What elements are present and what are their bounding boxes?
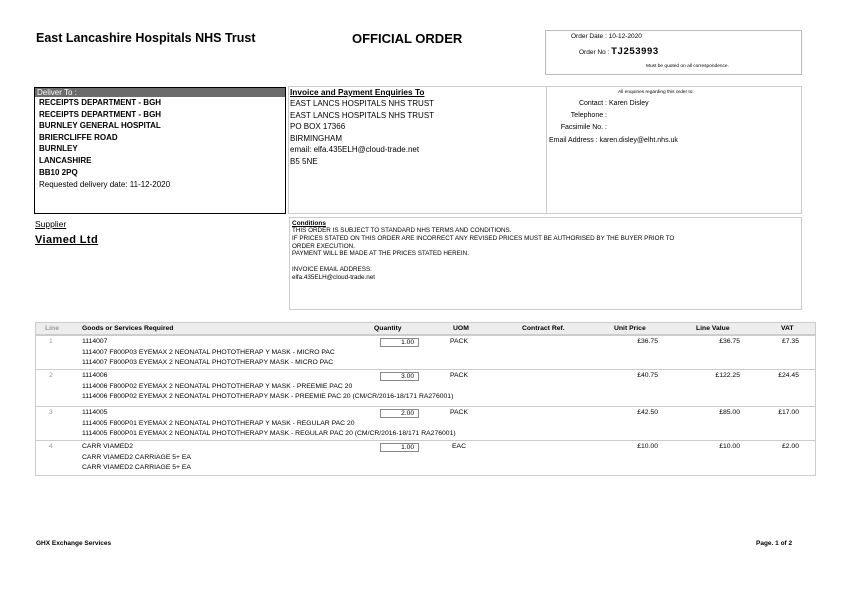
row-description: 1114006 F800P02 EYEMAX 2 NEONATAL PHOTOTHERAPY MASK - PREEMIE PAC 20 (CM/CR/2016-18/171 RA276001) bbox=[82, 393, 454, 400]
row-code: 1114007 bbox=[82, 338, 108, 345]
row-line-no: 3 bbox=[49, 409, 53, 416]
contact-label: Contact : bbox=[578, 100, 607, 107]
fax-label: Facsimile No. : bbox=[560, 124, 607, 132]
invoice-line: BIRMINGHAM bbox=[290, 133, 342, 143]
condition-line: elfa.435ELH@cloud-trade.net bbox=[292, 273, 376, 281]
row-description: 1114005 F800P01 EYEMAX 2 NEONATAL PHOTOTHERAPY MASK - REGULAR PAC 20 (CM/CR/2016-18/171 RA276001) bbox=[82, 430, 456, 437]
telephone-value bbox=[609, 112, 649, 121]
condition-line: IF PRICES STATED ON THIS ORDER ARE INCORRECT ANY REVISED PRICES MUST BE AUTHORISED BY THE BUYER PRIOR TO bbox=[292, 234, 675, 242]
condition-line: PAYMENT WILL BE MADE AT THE PRICES STATED HEREIN. bbox=[292, 250, 469, 258]
col-line-value: Line Value bbox=[696, 325, 730, 332]
row-quantity: 2.00 bbox=[380, 409, 419, 418]
row-description: 1114007 F800P03 EYEMAX 2 NEONATAL PHOTOTHERAPY MASK - MICRO PAC bbox=[82, 359, 334, 366]
condition-line bbox=[292, 258, 801, 266]
row-uom: EAC bbox=[452, 443, 466, 450]
row-unit-price: £10.00 bbox=[637, 443, 658, 450]
deliver-to-heading: Deliver To : bbox=[35, 88, 285, 97]
table-header bbox=[36, 323, 815, 335]
row-description: CARR VIAMED2 CARRIAGE 5+ EA bbox=[82, 454, 191, 461]
invoice-line: email: elfa.435ELH@cloud-trade.net bbox=[290, 145, 420, 154]
row-description: CARR VIAMED2 CARRIAGE 5+ EA bbox=[82, 464, 191, 471]
address-line: BURNLEY bbox=[39, 144, 78, 154]
row-code: 1114005 bbox=[82, 409, 108, 416]
row-uom: PACK bbox=[450, 372, 469, 379]
quote-note: Must be quoted on all correspondence. bbox=[646, 64, 729, 69]
conditions-heading: Conditions bbox=[292, 220, 326, 227]
order-date-label: Order Date : bbox=[571, 33, 607, 40]
invoice-address bbox=[290, 98, 434, 167]
row-line-no: 1 bbox=[49, 338, 53, 345]
document-title: OFFICIAL ORDER bbox=[352, 31, 463, 46]
deliver-to-box bbox=[34, 87, 286, 214]
condition-line: THIS ORDER IS SUBJECT TO STANDARD NHS TERMS AND CONDITIONS. bbox=[292, 227, 512, 234]
condition-line: ORDER EXECUTION. bbox=[292, 242, 355, 250]
contact-value: Karen Disley bbox=[609, 100, 649, 107]
order-no: TJ253993 bbox=[611, 46, 659, 57]
row-description: 1114005 F800P01 EYEMAX 2 NEONATAL PHOTOTHERAP Y MASK - REGULAR PAC 20 bbox=[82, 420, 355, 427]
row-line-value: £122.25 bbox=[715, 372, 740, 379]
address-line: BURNLEY GENERAL HOSPITAL bbox=[39, 121, 161, 131]
col-uom: UOM bbox=[453, 325, 469, 332]
row-vat: £7.35 bbox=[781, 338, 799, 345]
row-quantity: 1.00 bbox=[380, 338, 419, 347]
row-vat: £2.00 bbox=[781, 443, 799, 450]
col-quantity: Quantity bbox=[374, 325, 402, 332]
col-unit-price: Unit Price bbox=[614, 325, 646, 332]
row-uom: PACK bbox=[450, 338, 469, 345]
requested-delivery-date: Requested delivery date: 11-12-2020 bbox=[39, 180, 171, 190]
order-lines-table bbox=[35, 322, 816, 476]
invoice-line: EAST LANCS HOSPITALS NHS TRUST bbox=[290, 110, 435, 120]
condition-line: INVOICE EMAIL ADDRESS: bbox=[292, 265, 372, 273]
invoice-line: EAST LANCS HOSPITALS NHS TRUST bbox=[290, 99, 435, 108]
row-line-value: £10.00 bbox=[719, 443, 740, 450]
row-line-no: 2 bbox=[49, 372, 53, 379]
row-line-value: £85.00 bbox=[719, 409, 740, 416]
row-uom: PACK bbox=[450, 409, 469, 416]
address-line: RECEIPTS DEPARTMENT - BGH bbox=[39, 98, 162, 107]
row-quantity: 1.00 bbox=[380, 443, 419, 452]
supplier-heading: Supplier bbox=[35, 219, 67, 229]
conditions-text bbox=[290, 227, 801, 282]
row-code: 1114006 bbox=[82, 372, 108, 379]
row-code: CARR VIAMED2 bbox=[82, 443, 133, 450]
order-date: 10-12-2020 bbox=[608, 33, 642, 40]
table-row bbox=[36, 335, 815, 370]
col-line: Line bbox=[45, 325, 59, 332]
conditions-box bbox=[289, 217, 802, 310]
row-vat: £24.45 bbox=[778, 372, 799, 379]
trust-name: East Lancashire Hospitals NHS Trust bbox=[36, 31, 256, 45]
row-quantity: 3.00 bbox=[380, 372, 419, 381]
table-row bbox=[36, 440, 815, 477]
row-description: 1114007 F800P03 EYEMAX 2 NEONATAL PHOTOTHERAP Y MASK - MICRO PAC bbox=[82, 349, 335, 356]
invoice-heading: Invoice and Payment Enquiries To bbox=[290, 87, 425, 97]
fax-value bbox=[609, 124, 649, 133]
col-goods: Goods or Services Required bbox=[82, 325, 174, 332]
col-contract: Contract Ref. bbox=[522, 325, 565, 332]
email-label: Email Address : bbox=[549, 137, 598, 144]
telephone-label: Telephone : bbox=[570, 112, 607, 120]
table-row bbox=[36, 369, 815, 404]
row-vat: £17.00 bbox=[778, 409, 799, 416]
order-info-box bbox=[545, 30, 802, 75]
contact-divider bbox=[546, 86, 547, 214]
email-value: karen.disley@elht.nhs.uk bbox=[599, 137, 678, 144]
table-row bbox=[36, 406, 815, 441]
address-line: BRIERCLIFFE ROAD bbox=[39, 132, 118, 142]
invoice-line: PO BOX 17366 bbox=[290, 122, 346, 131]
supplier-name: Viamed Ltd bbox=[35, 234, 99, 246]
row-line-no: 4 bbox=[49, 443, 53, 450]
row-unit-price: £40.75 bbox=[637, 372, 658, 379]
address-line: RECEIPTS DEPARTMENT - BGH bbox=[39, 109, 162, 119]
deliver-address bbox=[35, 97, 285, 178]
row-unit-price: £42.50 bbox=[637, 409, 658, 416]
row-unit-price: £36.75 bbox=[637, 338, 658, 345]
address-line: LANCASHIRE bbox=[39, 155, 92, 165]
order-no-label: Order No : bbox=[579, 49, 610, 56]
page-number: Page. 1 of 2 bbox=[756, 540, 793, 547]
enquiries-note: All enquiries regarding this order to: bbox=[618, 90, 694, 95]
footer-provider: GHX Exchange Services bbox=[36, 540, 112, 547]
address-line: BB10 2PQ bbox=[39, 167, 78, 177]
row-description: 1114006 F800P02 EYEMAX 2 NEONATAL PHOTOTHERAP Y MASK - PREEMIE PAC 20 bbox=[82, 383, 353, 390]
col-vat: VAT bbox=[781, 325, 794, 332]
invoice-line: B5 5NE bbox=[290, 156, 318, 166]
row-line-value: £36.75 bbox=[719, 338, 740, 345]
